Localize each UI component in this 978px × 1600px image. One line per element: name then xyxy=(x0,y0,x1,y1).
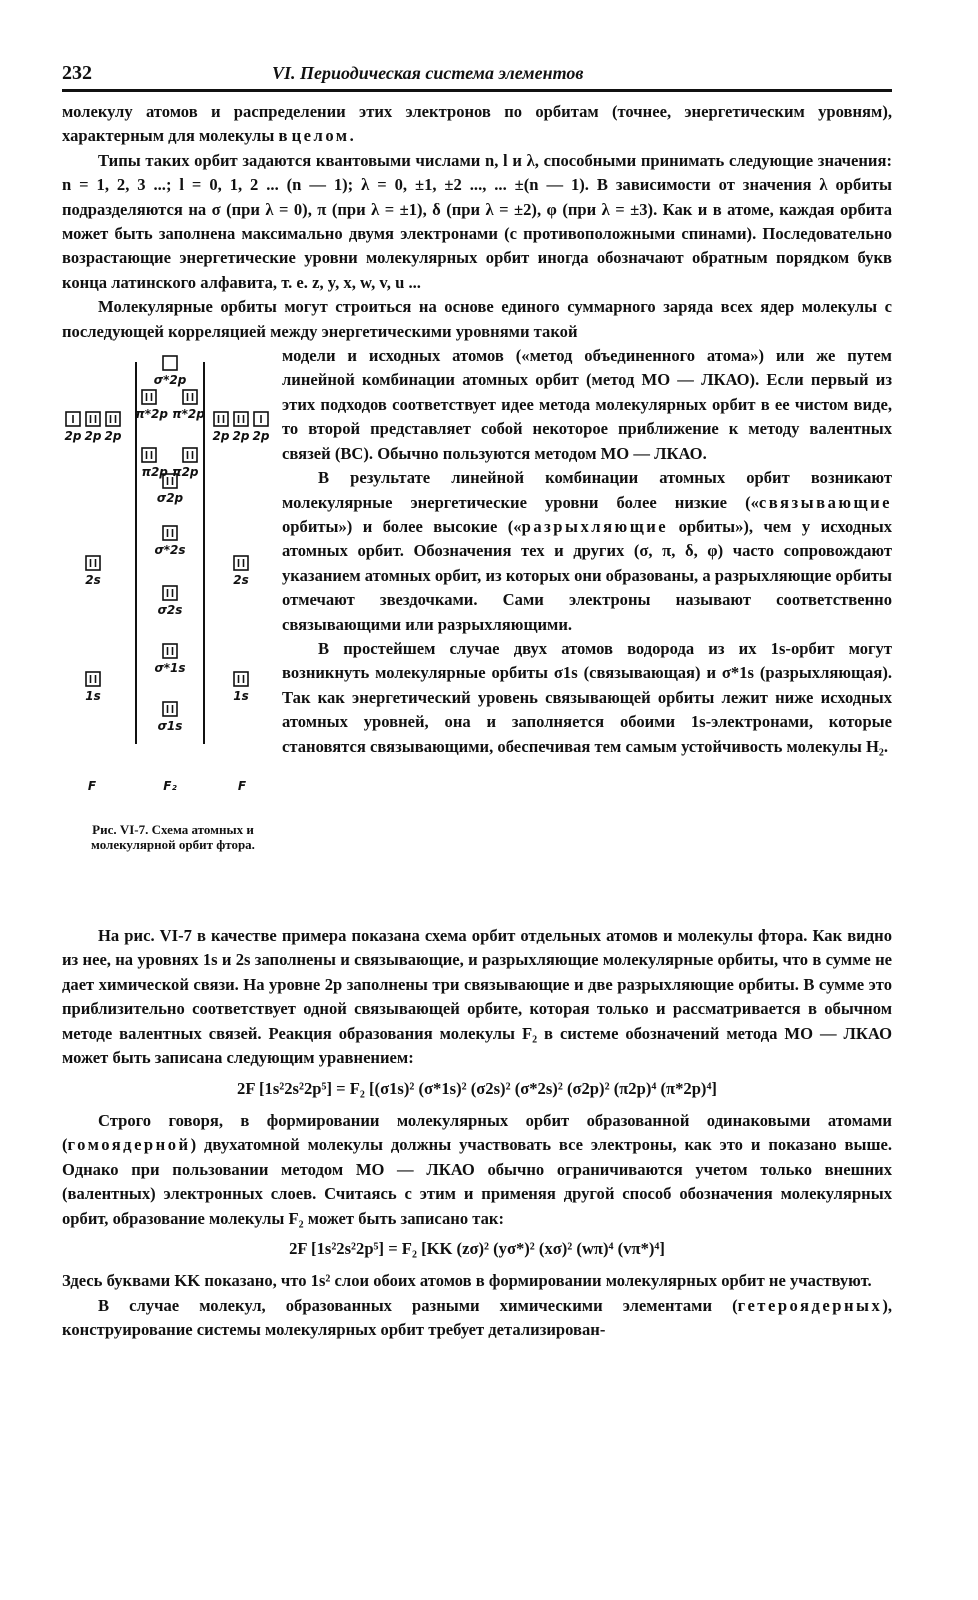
left-2s-box xyxy=(86,556,100,570)
paragraph-7: Строго говоря, в формировании молекулярных орбит образованной одинаковыми атомами (гомоядерной) двухатомной молекулы должны участвовать все электроны, как это и показано выше. Однако при пользовании методом МО — ЛКАО обычно ограничиваются учетом только внешних (валентных) электронных слоев. Считаясь с этим и применяя другой способ обозначения молекулярных орбит, образование молекулы F₂ может быть записано так: xyxy=(62,1110,892,1228)
orbital-diagram xyxy=(62,344,282,814)
pi-2p-box-1 xyxy=(142,448,156,462)
right-1s-label: 1s xyxy=(233,689,249,704)
paragraph-8: Здесь буквами KK показано, что 1s² слои обоих атомов в формировании молекулярных орбит не участвуют. xyxy=(62,1271,872,1291)
pi-2p-label: π2p π2p xyxy=(141,465,199,480)
left-1s-label: 1s xyxy=(85,689,101,704)
paragraph-5: В простейшем случае двух атомов водорода из их 1s-орбит могут возникнуть молекулярные орбиты σ1s (связывающая) и σ*1s (разрыхляющая). Так как энергетический уровень связывающей орбиты лежит ниже исходных атомных уровней, она и заполняется обоими 1s-электронами, которые становятся связывающими, обеспечивая тем самым устойчивость молекулы H₂. xyxy=(282,638,892,756)
left-2p-label-2: 2p xyxy=(84,429,102,444)
paragraph-1: молекулу атомов и распределении этих электронов по орбитам (точнее, энергетическим уровням), характерным для молекулы в целом. xyxy=(62,102,892,146)
sigma-2s-box xyxy=(163,586,177,600)
left-atom-label: F xyxy=(87,779,97,794)
right-2s-box xyxy=(234,556,248,570)
paragraph-2: Типы таких орбит задаются квантовыми числами n, l и λ, способными принимать следующие значения: n = 1, 2, 3 ...; l = 0, 1, 2 ... (n — 1); λ = 0, ±1, ±2 ..., ... ±(n — 1). В зависимости от значения λ орбиты подразделяются на σ (при λ = 0), π (при λ = ±1), δ (при λ = ±2), φ (при λ = ±3). Как и в атоме, каждая орбита может быть заполнена максимально двумя электронами (с противоположными спинами). Последовательно возрастающие энергетические уровни молекулярных орбит иногда обозначают обратным порядком букв конца латинского алфавита, т. е. z, y, x, w, v, u ... xyxy=(62,150,892,292)
sigma-star-2p-box xyxy=(163,356,177,370)
paragraph-9: В случае молекул, образованных разными химическими элементами (гетероядерных), конструирование системы молекулярных орбит требует детализирован- xyxy=(62,1295,892,1340)
sigma-star-1s-label: σ*1s xyxy=(154,661,186,676)
pi-star-2p-box-2 xyxy=(183,390,197,404)
text-column xyxy=(282,344,892,924)
left-2p-label-1: 2p xyxy=(64,429,82,444)
left-2p-label-3: 2p xyxy=(104,429,122,444)
right-1s-box xyxy=(234,672,248,686)
sigma-star-2s-label: σ*2s xyxy=(154,543,186,558)
sigma-2p-label: σ2p xyxy=(156,491,184,506)
paragraph-4: В результате линейной комбинации атомных орбит возникают молекулярные энергетические уровни более низкие («связывающие орбиты») и более высокие («разрыхляющие орбиты»), чем у исходных атомных орбит. Обозначения тех и других (σ, π, δ, φ) часто сопровождают указанием атомных орбит, из которых они образованы, а разрыхляющие орбиты отмечают звездочками. Сами электроны называют соответственно связывающими или разрыхляющими. xyxy=(282,468,892,634)
right-2p-label-3: 2p xyxy=(252,429,270,444)
sigma-star-2p-label: σ*2p xyxy=(153,373,187,388)
sigma-star-1s-box xyxy=(163,644,177,658)
sigma-1s-box xyxy=(163,702,177,716)
pi-star-2p-label: π*2p π*2p xyxy=(135,407,205,422)
pi-star-2p-box-1 xyxy=(142,390,156,404)
pi-2p-box-2 xyxy=(183,448,197,462)
figure-caption: Рис. VI-7. Схема атомных и молекулярной орбит фтора. xyxy=(91,822,255,853)
molecule-label: F₂ xyxy=(163,779,177,794)
right-2s-label: 2s xyxy=(233,573,249,588)
running-title: VI. Периодическая система элементов xyxy=(272,63,584,83)
right-2p-label-2: 2p xyxy=(232,429,250,444)
equation-1: 2F [1s²2s²2p⁵] = F₂ [(σ1s)² (σ*1s)² (σ2s)² (σ*2s)² (σ2p)² (π2p)⁴ (π*2p)⁴] xyxy=(237,1078,717,1098)
right-2p-box-2 xyxy=(234,412,248,426)
running-header xyxy=(62,62,892,92)
sigma-star-2s-box xyxy=(163,526,177,540)
left-2s-label: 2s xyxy=(85,573,101,588)
figure-wrap xyxy=(62,344,892,924)
right-atom-label: F xyxy=(237,779,247,794)
left-2p-box-3 xyxy=(106,412,120,426)
page xyxy=(62,62,892,1343)
sigma-2s-label: σ2s xyxy=(157,603,183,618)
equation-2: 2F [1s²2s²2p⁵] = F₂ [KK (zσ)² (yσ*)² (xσ)² (wπ)⁴ (vπ*)⁴] xyxy=(289,1238,665,1258)
paragraph-3b: модели и исходных атомов («метод объединенного атома») или же путем линейной комбинации атомных орбит (метод МО — ЛКАО). Если первый из этих подходов соответствует идее метода молекулярных орбит в ее чистом виде, то второй представляет собой некоторое приближение к методу валентных связей (ВС). Обычно пользуются методом МО — ЛКАО. xyxy=(282,346,892,463)
sigma-1s-label: σ1s xyxy=(157,719,183,734)
right-2p-box-1 xyxy=(214,412,228,426)
right-2p-label-1: 2p xyxy=(212,429,230,444)
left-1s-box xyxy=(86,672,100,686)
paragraph-3a: Молекулярные орбиты могут строиться на основе единого суммарного заряда всех ядер молекулы с последующей корреляцией между энергетическими уровнями такой xyxy=(62,297,892,341)
paragraph-6: На рис. VI-7 в качестве примера показана схема орбит отдельных атомов и молекулы фтора. Как видно из нее, на уровнях 1s и 2s заполнены и связывающие, и разрыхляющие молекулярные орбиты, что в сумме не дает химической связи. На уровне 2p заполнены три связывающие и две разрыхляющие орбиты. В сумме это приблизительно соответствует одной связывающей орбите, которая только и рассматривается в обычном методе валентных связей. Реакция образования молекулы F₂ в системе обозначений метода МО — ЛКАО может быть записана следующим уравнением: xyxy=(62,926,892,1068)
left-2p-box-2 xyxy=(86,412,100,426)
orbital-diagram-figure xyxy=(62,344,282,924)
page-number: 232 xyxy=(62,62,92,84)
